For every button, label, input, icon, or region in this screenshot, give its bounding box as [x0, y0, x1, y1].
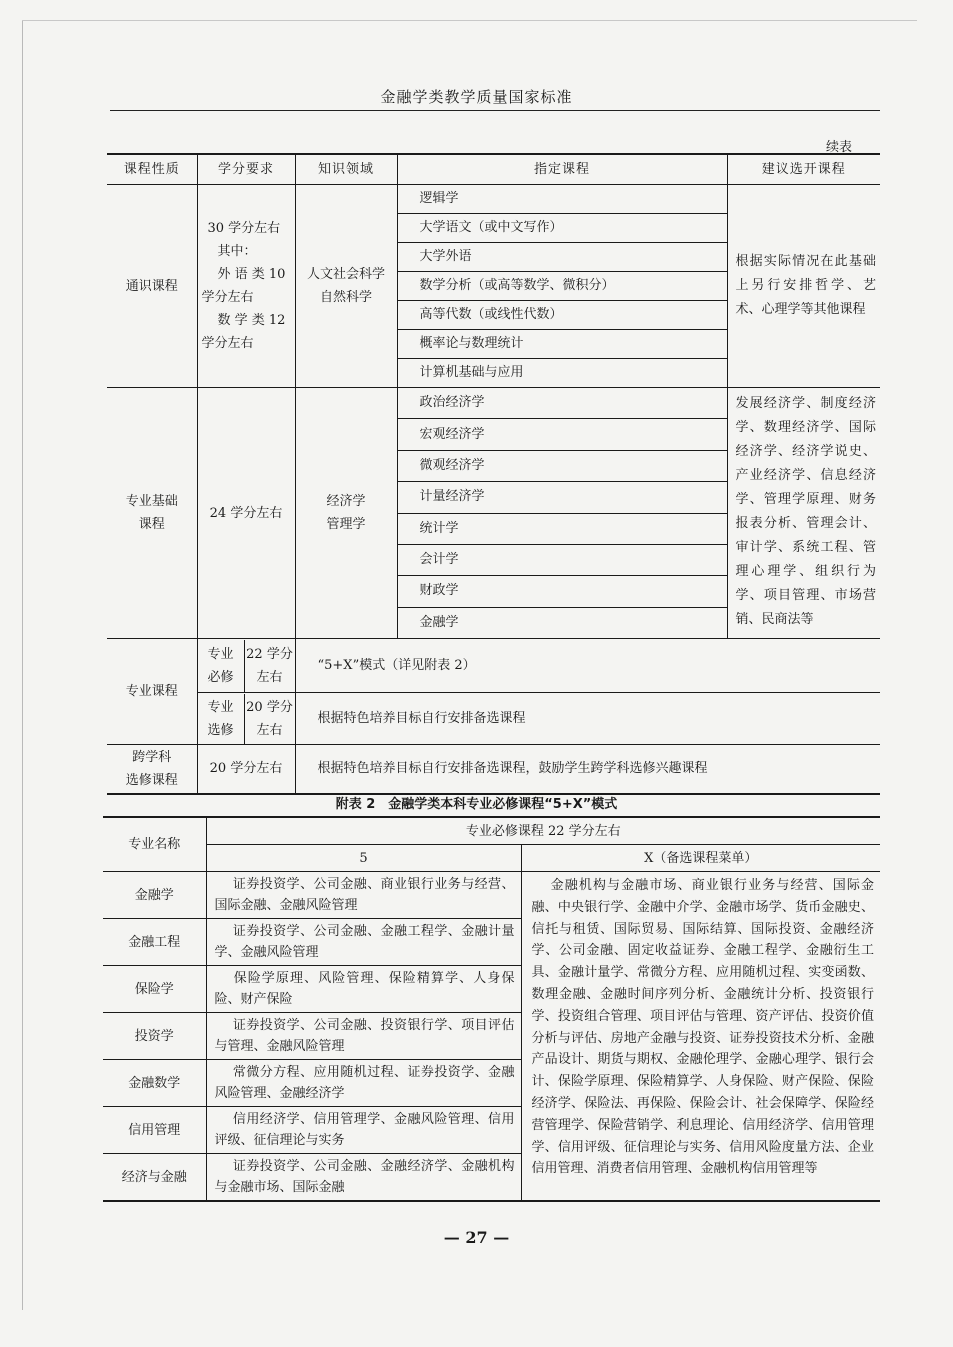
required-credit	[244, 640, 295, 692]
course-item: 大学语文（或中文写作）	[397, 214, 727, 243]
course-item: 计算机基础与应用	[397, 359, 727, 388]
five-text: 常微分方程、应用随机过程、证券投资学、金融风险管理、金融经济学	[214, 1065, 515, 1101]
domain-line: 管理学	[326, 517, 366, 532]
credit-line: 22 学分	[246, 646, 293, 662]
credit-line: 20 学分	[246, 699, 293, 715]
major-name: 金融学	[103, 872, 206, 919]
five-plus-x-table	[103, 816, 880, 1202]
major-name: 金融工程	[103, 919, 206, 966]
domain-line: 经济学	[326, 494, 366, 509]
table-row	[107, 639, 880, 693]
col-header-x: X（备选课程菜单）	[521, 845, 880, 872]
major-required-split	[197, 639, 295, 693]
major-elective-desc: 根据特色培养目标自行安排备选课程	[295, 693, 880, 745]
col-header-five: 5	[206, 845, 521, 872]
col-header-credit: 学分要求	[197, 154, 295, 185]
credit-line: 左右	[256, 669, 283, 685]
cross-credit: 20 学分左右	[197, 745, 295, 794]
major-name: 保险学	[103, 966, 206, 1013]
elective-credit	[244, 694, 295, 744]
x-menu-text: 金融机构与金融市场、商业银行业务与经营、国际金融、中央银行学、金融中介学、金融市场学、货币金融史、信托与租赁、国际贸易、国际结算、国际投资、金融经济学、公司金融、固定收益证券、金融工程学、金融衍生工具、金融计量学、常微分方程、应用随机过程、实变函数、数理金融、金融时间序列分析、金融统计分析、投资银行学、投资组合管理、项目评估与管理、资产评估、投资价值分析与评估、房地产金融与投资、证券投资技术分析、金融产品设计、期货与期权、金融伦理学、金融心理学、银行会计、保险学原理、保险精算学、人身保险、财产保险、保险经济学、保险法、再保险、保险会计、社会保障学、保险经营管理学、保险营销学、利息理论、信用经济学、信用管理学、信用评级、征信理论与实务、信用风险度量方法、企业信用管理、消费者信用管理、金融机构信用管理等	[531, 878, 874, 1177]
continued-label: 续表	[826, 140, 853, 155]
domain-line: 自然科学	[319, 290, 372, 305]
course-item: 计量经济学	[397, 482, 727, 513]
five-courses	[206, 1154, 521, 1202]
course-item: 宏观经济学	[397, 419, 727, 450]
five-text: 保险学原理、风险管理、保险精算学、人身保险、财产保险	[214, 971, 515, 1007]
credit-line: 学分左右	[201, 290, 254, 305]
label-line: 专业	[207, 646, 234, 662]
course-item: 高等代数（或线性代数）	[397, 301, 727, 330]
table-row	[107, 185, 880, 214]
major-elective-inner	[198, 694, 295, 744]
major-required-inner	[198, 640, 295, 692]
credit-line: 30 学分左右	[207, 221, 281, 236]
table-header-row	[103, 817, 880, 845]
five-text: 证券投资学、公司金融、商业银行业务与经营、国际金融、金融风险管理	[214, 877, 515, 913]
foundation-credit: 24 学分左右	[197, 388, 295, 639]
nature-line: 跨学科	[132, 749, 172, 765]
major-name: 金融数学	[103, 1060, 206, 1107]
course-item: 金融学	[397, 607, 727, 638]
col-header-domain: 知识领域	[295, 154, 397, 185]
col-header-group: 专业必修课程 22 学分左右	[206, 817, 880, 845]
credit-line: 外 语 类 10	[217, 267, 286, 282]
table-row	[107, 388, 880, 419]
major-name: 投资学	[103, 1013, 206, 1060]
header-rule	[110, 110, 880, 111]
course-item: 数学分析（或高等数学、微积分）	[397, 272, 727, 301]
five-text: 信用经济学、信用管理学、金融风险管理、信用评级、征信理论与实务	[214, 1112, 515, 1148]
required-label	[198, 640, 245, 692]
course-item: 政治经济学	[397, 388, 727, 419]
table-row	[107, 693, 880, 745]
five-courses	[206, 1060, 521, 1107]
foundation-recommended: 发展经济学、制度经济学、数理经济学、国际经济学、经济学说史、产业经济学、信息经济学、管理学原理、财务报表分析、管理会计、审计学、系统工程、管理心理学、组织行为学、项目管理、市场营销、民商法等	[727, 388, 880, 639]
nature-line: 选修课程	[125, 772, 178, 788]
course-item: 会计学	[397, 544, 727, 575]
page-left-edge	[22, 20, 23, 1310]
col-header-nature: 课程性质	[107, 154, 197, 185]
general-credit	[197, 185, 295, 388]
page-number: — 27 —	[443, 1228, 510, 1247]
page-top-edge	[22, 20, 917, 21]
domain-line: 人文社会科学	[306, 267, 385, 282]
five-courses	[206, 872, 521, 919]
five-courses	[206, 1013, 521, 1060]
curriculum-table	[107, 153, 880, 795]
col-header-major: 专业名称	[103, 817, 206, 872]
table-header-row	[103, 845, 880, 872]
five-text: 证券投资学、公司金融、金融工程学、金融计量学、金融风险管理	[214, 924, 515, 960]
general-recommended: 根据实际情况在此基础上另行安排哲学、艺术、心理学等其他课程	[727, 185, 880, 388]
label-line: 选修	[207, 722, 234, 738]
major-elective-split	[197, 693, 295, 745]
course-item: 微观经济学	[397, 450, 727, 481]
five-text: 证券投资学、公司金融、投资银行学、项目评估与管理、金融风险管理	[214, 1018, 515, 1054]
running-header: 金融学类教学质量国家标准	[380, 88, 573, 106]
credit-line: 左右	[256, 722, 283, 738]
label-line: 必修	[207, 669, 234, 685]
nature-line: 专业基础	[125, 494, 178, 509]
course-item: 逻辑学	[397, 185, 727, 214]
course-item: 统计学	[397, 513, 727, 544]
col-header-courses: 指定课程	[397, 154, 727, 185]
x-menu	[521, 872, 880, 1202]
table-row	[103, 872, 880, 919]
table2-caption: 附表 2 金融学类本科专业必修课程“5+X”模式	[335, 797, 618, 812]
label-line: 专业	[207, 699, 234, 715]
course-item: 大学外语	[397, 243, 727, 272]
general-nature: 通识课程	[107, 185, 197, 388]
five-courses	[206, 919, 521, 966]
cross-desc: 根据特色培养目标自行安排备选课程，鼓励学生跨学科选修兴趣课程	[295, 745, 880, 794]
table-header-row	[107, 154, 880, 185]
major-required-desc: “5+X”模式（详见附表 2）	[295, 639, 880, 693]
foundation-nature	[107, 388, 197, 639]
major-name: 经济与金融	[103, 1154, 206, 1202]
course-item: 财政学	[397, 576, 727, 607]
nature-line: 课程	[138, 517, 165, 532]
credit-line: 其中：	[217, 244, 257, 259]
major-name: 信用管理	[103, 1107, 206, 1154]
col-header-recommended: 建议选开课程	[727, 154, 880, 185]
five-courses	[206, 966, 521, 1013]
five-text: 证券投资学、公司金融、金融经济学、金融机构与金融市场、国际金融	[214, 1159, 515, 1195]
table-row	[107, 745, 880, 794]
general-domain	[295, 185, 397, 388]
foundation-domain	[295, 388, 397, 639]
elective-label	[198, 694, 245, 744]
major-nature: 专业课程	[107, 639, 197, 745]
course-item: 概率论与数理统计	[397, 330, 727, 359]
cross-nature	[107, 745, 197, 794]
five-courses	[206, 1107, 521, 1154]
credit-line: 学分左右	[201, 336, 254, 351]
credit-line: 数 学 类 12	[217, 313, 286, 328]
